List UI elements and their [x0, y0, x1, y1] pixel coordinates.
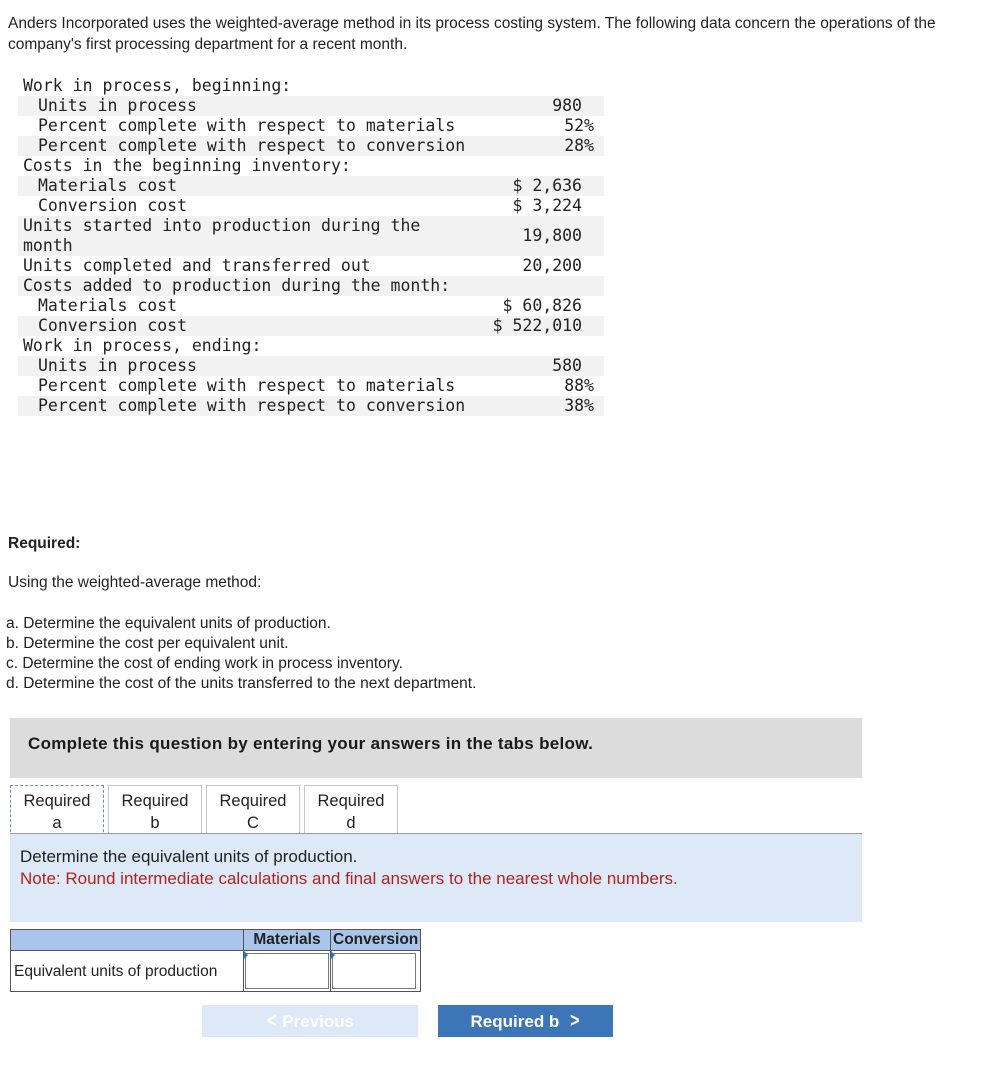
banner-text: Complete this question by entering your answers in the tabs below. — [28, 734, 594, 753]
required-item-c: c. Determine the cost of ending work in process inventory. — [6, 655, 403, 672]
tab-sublabel: b — [150, 814, 160, 832]
data-row-value: 20,200 — [522, 256, 582, 275]
required-tabs — [10, 785, 402, 835]
data-row-label: Percent complete with respect to materials — [38, 376, 456, 395]
data-row-label: Percent complete with respect to materials — [38, 116, 456, 135]
chevron-right-icon: > — [569, 1010, 580, 1032]
data-row-label: Work in process, ending: — [23, 336, 262, 355]
tab-label: Required — [121, 792, 189, 810]
data-row-label: Units in process — [38, 96, 197, 115]
data-row — [18, 136, 604, 156]
required-item-a: a. Determine the equivalent units of production. — [6, 615, 331, 632]
tab-sublabel: a — [52, 814, 62, 832]
data-row-value: 52% — [564, 116, 594, 135]
input-marker-icon — [331, 951, 335, 959]
required-heading: Required: — [8, 535, 81, 552]
tab-required-b[interactable] — [108, 785, 202, 836]
required-item-b: b. Determine the cost per equivalent unit. — [6, 635, 289, 652]
tab-label: Required — [219, 792, 287, 810]
materials-equivalent-units-input[interactable] — [245, 953, 329, 989]
instructions-banner — [10, 718, 862, 778]
data-row-label: Costs added to production during the month: — [23, 276, 451, 295]
data-row-label: Units in process — [38, 356, 197, 375]
data-row-value: 88% — [564, 376, 594, 395]
data-row — [18, 96, 604, 116]
problem-intro: Anders Incorporated uses the weighted-average method in its process costing system. The following data concern the operations of the company's first processing department for a recent month. — [8, 15, 936, 53]
data-row — [18, 296, 604, 316]
tab-required-a[interactable] — [10, 785, 104, 837]
data-row-label: Percent complete with respect to conversion — [38, 136, 466, 155]
data-row-label: Conversion cost — [38, 316, 188, 335]
previous-label: Previous — [282, 1012, 355, 1031]
data-row-label: Costs in the beginning inventory: — [23, 156, 351, 175]
answer-table — [10, 929, 421, 992]
data-row-value: $ 3,224 — [512, 196, 582, 215]
next-required-b-button[interactable] — [438, 1005, 613, 1037]
input-marker-icon — [244, 951, 248, 959]
data-row-value: 580 — [552, 356, 582, 375]
data-row — [18, 316, 604, 336]
data-row-label: Conversion cost — [38, 196, 188, 215]
instructions-panel — [10, 834, 862, 922]
data-row — [18, 356, 604, 376]
data-row — [18, 216, 604, 256]
data-row — [18, 396, 604, 416]
data-row — [18, 256, 604, 276]
data-row-value: $ 522,010 — [492, 316, 582, 335]
data-row-value: 38% — [564, 396, 594, 415]
tab-sublabel: d — [346, 814, 356, 832]
previous-button[interactable] — [202, 1005, 418, 1037]
data-row-label: Materials cost — [38, 296, 178, 315]
data-row-label: Units completed and transferred out — [23, 256, 371, 275]
data-row — [18, 176, 604, 196]
data-row — [18, 116, 604, 136]
answer-header-conversion: Conversion — [331, 930, 421, 951]
problem-data-table — [18, 76, 604, 416]
data-row-value: 19,800 — [522, 226, 582, 245]
data-row — [18, 276, 604, 296]
data-row-value: 28% — [564, 136, 594, 155]
answer-header-materials: Materials — [244, 930, 331, 951]
conversion-equivalent-units-input[interactable] — [332, 953, 416, 989]
data-row-label: Percent complete with respect to conversion — [38, 396, 466, 415]
tab-label: Required — [23, 792, 91, 810]
data-row — [18, 76, 604, 96]
data-row-value: $ 60,826 — [502, 296, 582, 315]
materials-cell — [244, 951, 331, 992]
data-row — [18, 376, 604, 396]
data-row-label: Materials cost — [38, 176, 178, 195]
instruction-note: Note: Round intermediate calculations and final answers to the nearest whole numbers. — [20, 869, 678, 888]
data-row-value: 980 — [552, 96, 582, 115]
instruction-text: Determine the equivalent units of production. — [20, 847, 358, 866]
tab-required-d[interactable] — [304, 785, 398, 836]
answer-row-label: Equivalent units of production — [11, 951, 244, 992]
answer-header-blank — [11, 930, 244, 951]
data-row — [18, 196, 604, 216]
tab-sublabel: C — [247, 814, 259, 832]
required-list — [6, 614, 476, 694]
data-row — [18, 336, 604, 356]
tab-label: Required — [317, 792, 385, 810]
required-item-d: d. Determine the cost of the units transferred to the next department. — [6, 675, 477, 692]
conversion-cell — [331, 951, 421, 992]
required-subheading: Using the weighted-average method: — [8, 574, 262, 591]
next-label: Required b — [470, 1012, 560, 1031]
data-row-value: $ 2,636 — [512, 176, 582, 195]
data-row — [18, 156, 604, 176]
data-row-label: Units started into production during the month — [23, 216, 431, 255]
data-row-label: Work in process, beginning: — [23, 76, 292, 95]
tab-required-c[interactable] — [206, 785, 300, 836]
chevron-left-icon: < — [267, 1010, 277, 1032]
